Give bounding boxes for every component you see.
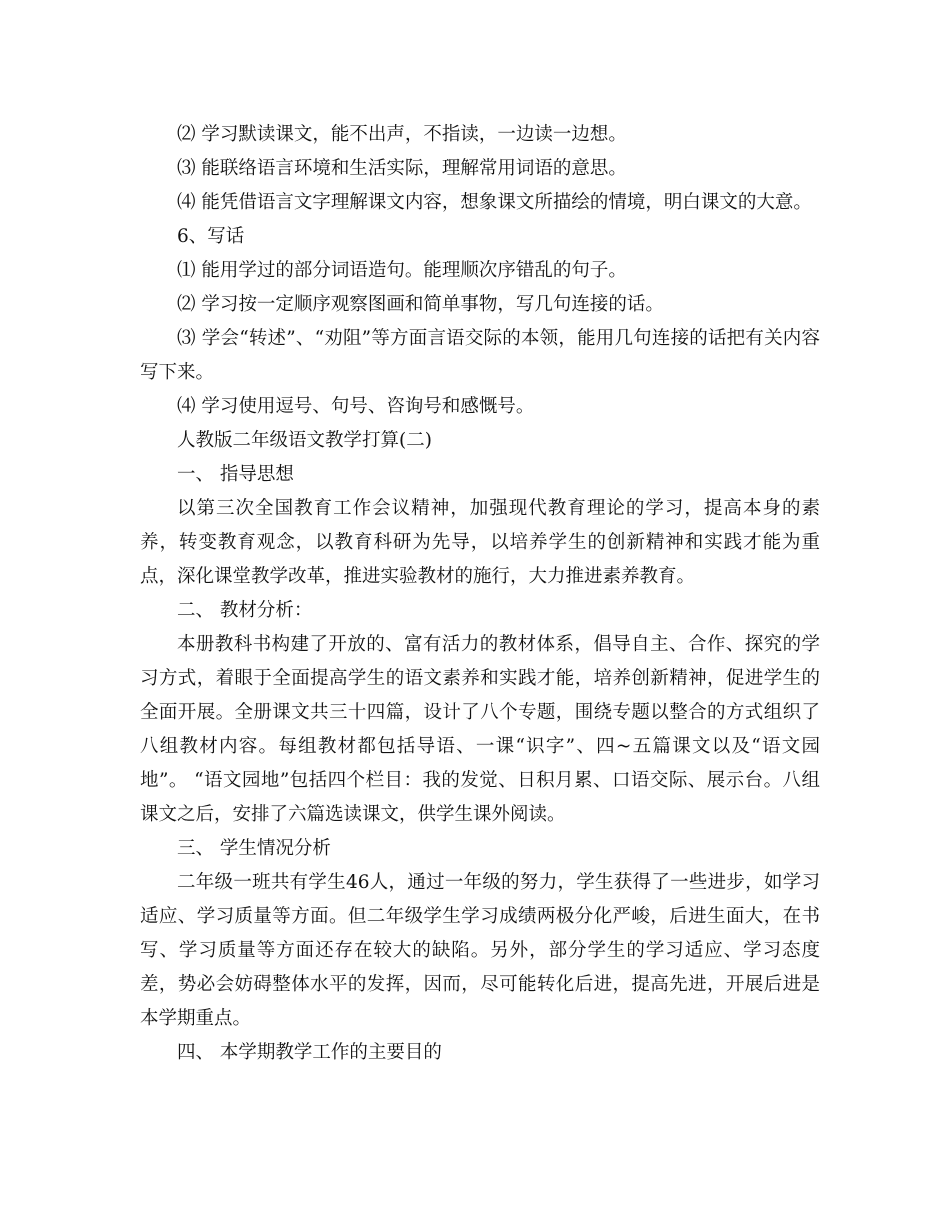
list-item-understand-text: ⑷ 能凭借语言文字理解课文内容，想象课文所描绘的情境，明白课文的大意。 [177, 192, 812, 213]
section-heading-textbook-analysis: 二、 教材分析： [177, 600, 313, 621]
section-heading-student-analysis: 三、 学生情况分析 [177, 838, 331, 859]
paragraph-student-analysis: 二年级一班共有学生46人，通过一年级的努力，学生获得了一些进步，如学习适应、学习质量等方面。但二年级学生学习成绩两极分化严峻，后进生面大，在书写、学习质量等方面还存在较大的缺陷。另外，部分学生的学习适应、学习态度差，势必会妨碍整体水平的发挥，因而，尽可能转化后进，提高先进，开展后进是本学期重点。 [140, 872, 820, 1029]
list-item-punctuation: ⑷ 学习使用逗号、句号、咨询号和感慨号。 [177, 396, 535, 417]
document-title: 人教版二年级语文教学打算(二) [177, 430, 432, 451]
document-body [140, 118, 820, 1070]
list-item-context-words: ⑶ 能联络语言环境和生活实际，理解常用词语的意思。 [177, 158, 627, 179]
section-heading-writing: 6、写话 [177, 226, 245, 247]
paragraph-textbook-analysis: 本册教科书构建了开放的、富有活力的教材体系，倡导自主、合作、探究的学习方式，着眼于全面提高学生的语文素养和实践才能，培养创新精神，促进学生的全面开展。全册课文共三十四篇，设计了八个专题，围绕专题以整合的方式组织了八组教材内容。每组教材都包括导语、一课“识字”、四~五篇课文以及“语文园地”。 “语文园地”包括四个栏目：我的发觉、日积月累、口语交际、展示台。八组课文之后，安排了六篇选读课文，供学生课外阅读。 [140, 634, 820, 825]
list-item-make-sentences: ⑴ 能用学过的部分词语造句。能理顺次序错乱的句子。 [177, 260, 627, 281]
section-heading-teaching-goals: 四、 本学期教学工作的主要目的 [177, 1042, 442, 1063]
section-heading-guiding-ideas: 一、 指导思想 [177, 464, 294, 485]
list-item-read-silently: ⑵ 学习默读课文，能不出声，不指读，一边读一边想。 [177, 124, 627, 145]
paragraph-guiding-ideas: 以第三次全国教育工作会议精神，加强现代教育理论的学习，提高本身的素养，转变教育观念，以教育科研为先导，以培养学生的创新精神和实践才能为重点，深化课堂教学改革，推进实验教材的施行，大力推进素养教育。 [140, 498, 820, 587]
list-item-observe-pictures: ⑵ 学习按一定顺序观察图画和简单事物，写几句连接的话。 [177, 294, 664, 315]
list-item-communication: ⑶ 学会“转述”、“劝阻”等方面言语交际的本领，能用几句连接的话把有关内容写下来。 [140, 328, 820, 383]
